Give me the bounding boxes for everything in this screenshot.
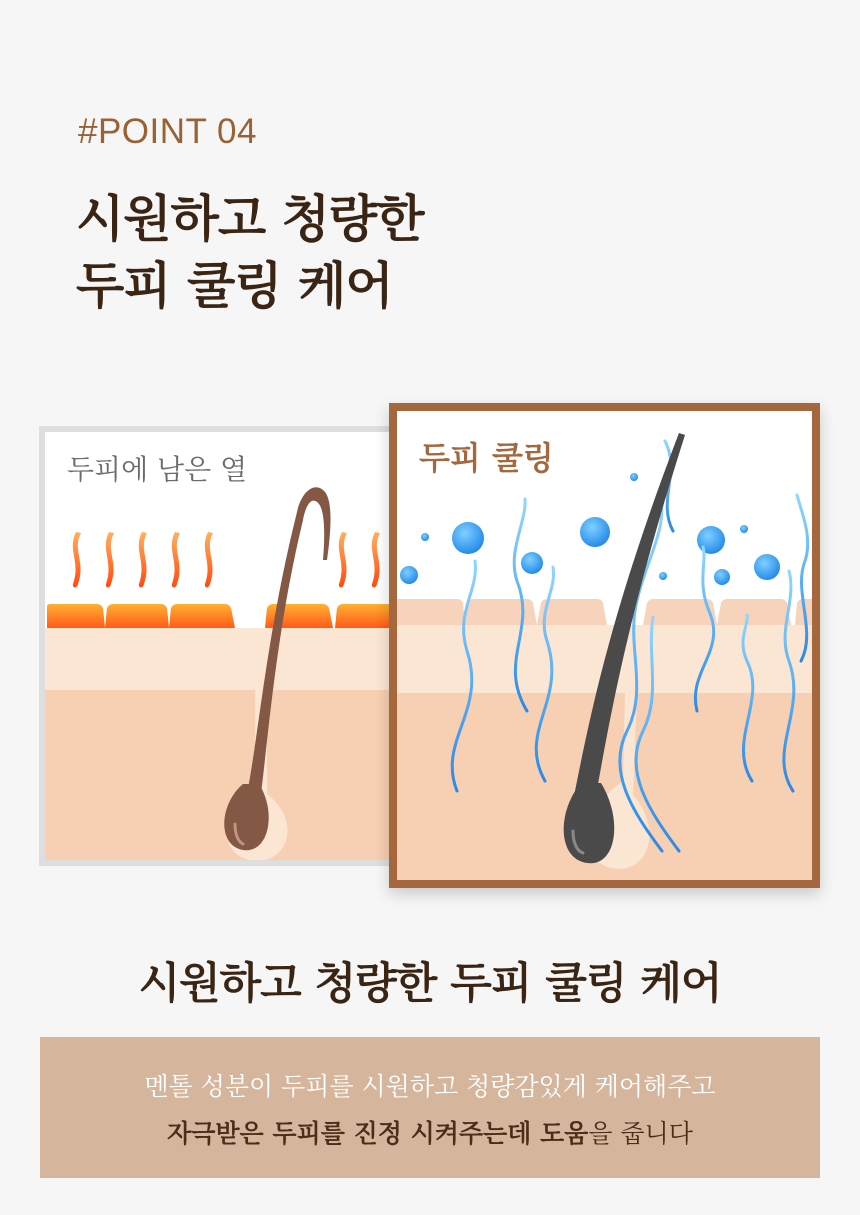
- cooling-bubble-icons: [400, 473, 780, 585]
- subheadline: 시원하고 청량한 두피 쿨링 케어: [138, 959, 722, 1009]
- description-line-2-emphasis: 자극받은 두피를 진정 시켜주는데 도움: [167, 1119, 589, 1148]
- heat-scalp-panel: [39, 426, 411, 866]
- heat-panel-label: 두피에 남은 열: [67, 453, 248, 486]
- description-line-2: [40, 1114, 820, 1150]
- point-label: #POINT 04: [78, 112, 257, 151]
- heat-wave-icons: [73, 532, 380, 587]
- heat-scalp-surface: [47, 604, 401, 628]
- description-line-1: 멘톨 성분이 두피를 시원하고 청량감있게 케어해주고: [144, 1072, 716, 1101]
- description-box: [40, 1037, 820, 1178]
- cooling-scalp-illustration: [397, 411, 812, 880]
- cool-scalp-surface: [397, 599, 812, 625]
- headline: [76, 186, 424, 320]
- heat-scalp-illustration: [45, 432, 411, 866]
- description-line-2-rest: 을 줍니다: [588, 1119, 693, 1148]
- skin-epidermis-layer: [45, 628, 411, 690]
- cooling-scalp-panel: [389, 403, 820, 888]
- headline-line-1: 시원하고 청량한: [76, 190, 424, 248]
- cooling-panel-label: 두피 쿨링: [419, 439, 554, 477]
- headline-line-2: 두피 쿨링 케어: [76, 257, 393, 315]
